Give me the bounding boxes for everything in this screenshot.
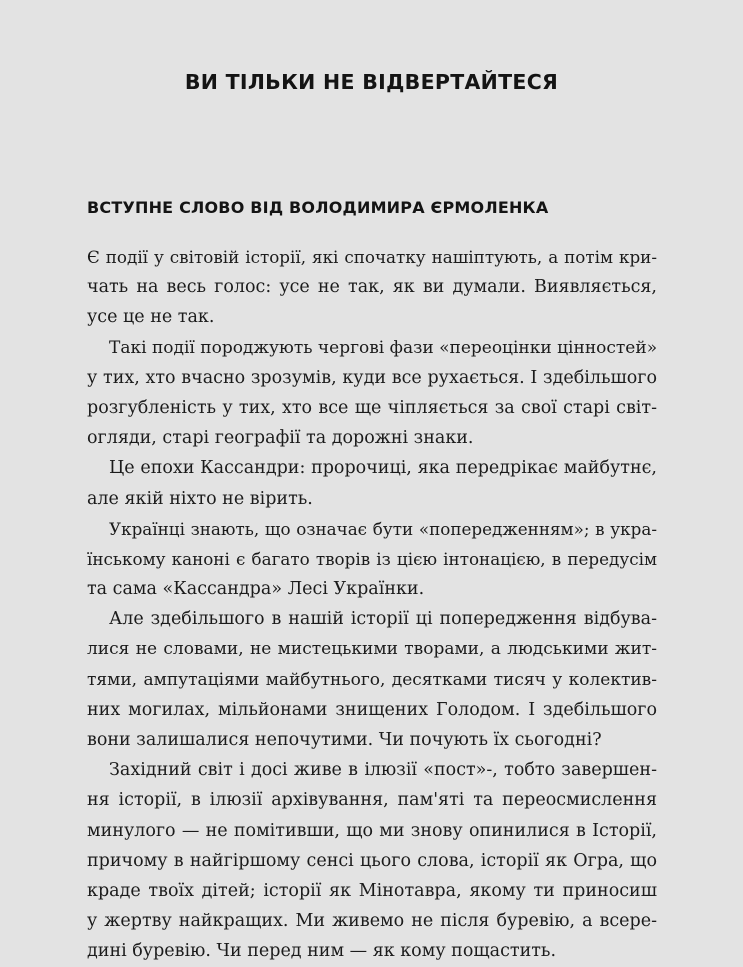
text-line: тями, ампутаціями майбутнього, десятками тисяч у колектив- — [87, 669, 657, 690]
text-line: вони залишалися непочутими. Чи почують їх сьогодні? — [87, 730, 602, 750]
text-line: краде твоїх дітей; історії як Мінотавра, якому ти приносиш — [87, 880, 657, 901]
foreword-text — [87, 242, 657, 967]
text-line: дині буревію. Чи перед ним — як кому пощастить. — [87, 941, 557, 962]
text-line: них могилах, мільйонами знищених Голодом. І здебільшого — [87, 699, 657, 720]
text-line: але якій ніхто не вірить. — [87, 488, 313, 509]
chapter-title: ВИ ТІЛЬКИ НЕ ВІДВЕРТАЙТЕСЯ — [184, 70, 559, 94]
text-line: Є події у світовій історії, які спочатку нашіптують, а потім кри- — [87, 247, 657, 267]
foreword-subtitle: ВСТУПНЕ СЛОВО ВІД ВОЛОДИМИРА ЄРМОЛЕНКА — [87, 198, 549, 217]
text-line: ня історії, в ілюзії архівування, пам'яті та переосмислення — [87, 790, 657, 811]
text-line: Такі події породжують чергові фази «переоцінки цінностей» — [109, 337, 657, 358]
text-line: причому в найгіршому сенсі цього слова, історії як Огра, що — [87, 850, 657, 871]
text-line: у тих, хто вчасно зрозумів, куди все рухається. І здебільшого — [87, 367, 657, 388]
text-line: минулого — не помітивши, що ми знову опинилися в Історії, — [87, 820, 657, 841]
text-line: у жертву найкращих. Ми живемо не після буревію, а всере- — [87, 911, 657, 932]
text-line: чать на весь голос: усе не так, як ви думали. Виявляється, — [87, 277, 657, 298]
text-line: лися не словами, не мистецькими творами, а людськими жит- — [87, 639, 657, 660]
text-line: Це епохи Кассандри: пророчиці, яка передрікає майбутнє, — [109, 458, 657, 479]
text-line: їнському каноні є багато творів із цією інтонацією, в передусім — [87, 548, 657, 569]
text-line: розгубленість у тих, хто все ще чіпляється за свої старі світ- — [87, 397, 657, 418]
text-line: усе це не так. — [87, 307, 215, 328]
text-line: Українці знають, що означає бути «попередженням»; в укра- — [109, 518, 657, 539]
text-line: Західний світ і досі живе в ілюзії «пост»-, тобто завершен- — [109, 760, 657, 781]
text-line: та сама «Кассандра» Лесі Українки. — [87, 579, 425, 600]
text-line: Але здебільшого в нашій історії ці попередження відбува- — [109, 609, 657, 630]
text-line: огляди, старі географії та дорожні знаки. — [87, 428, 474, 449]
